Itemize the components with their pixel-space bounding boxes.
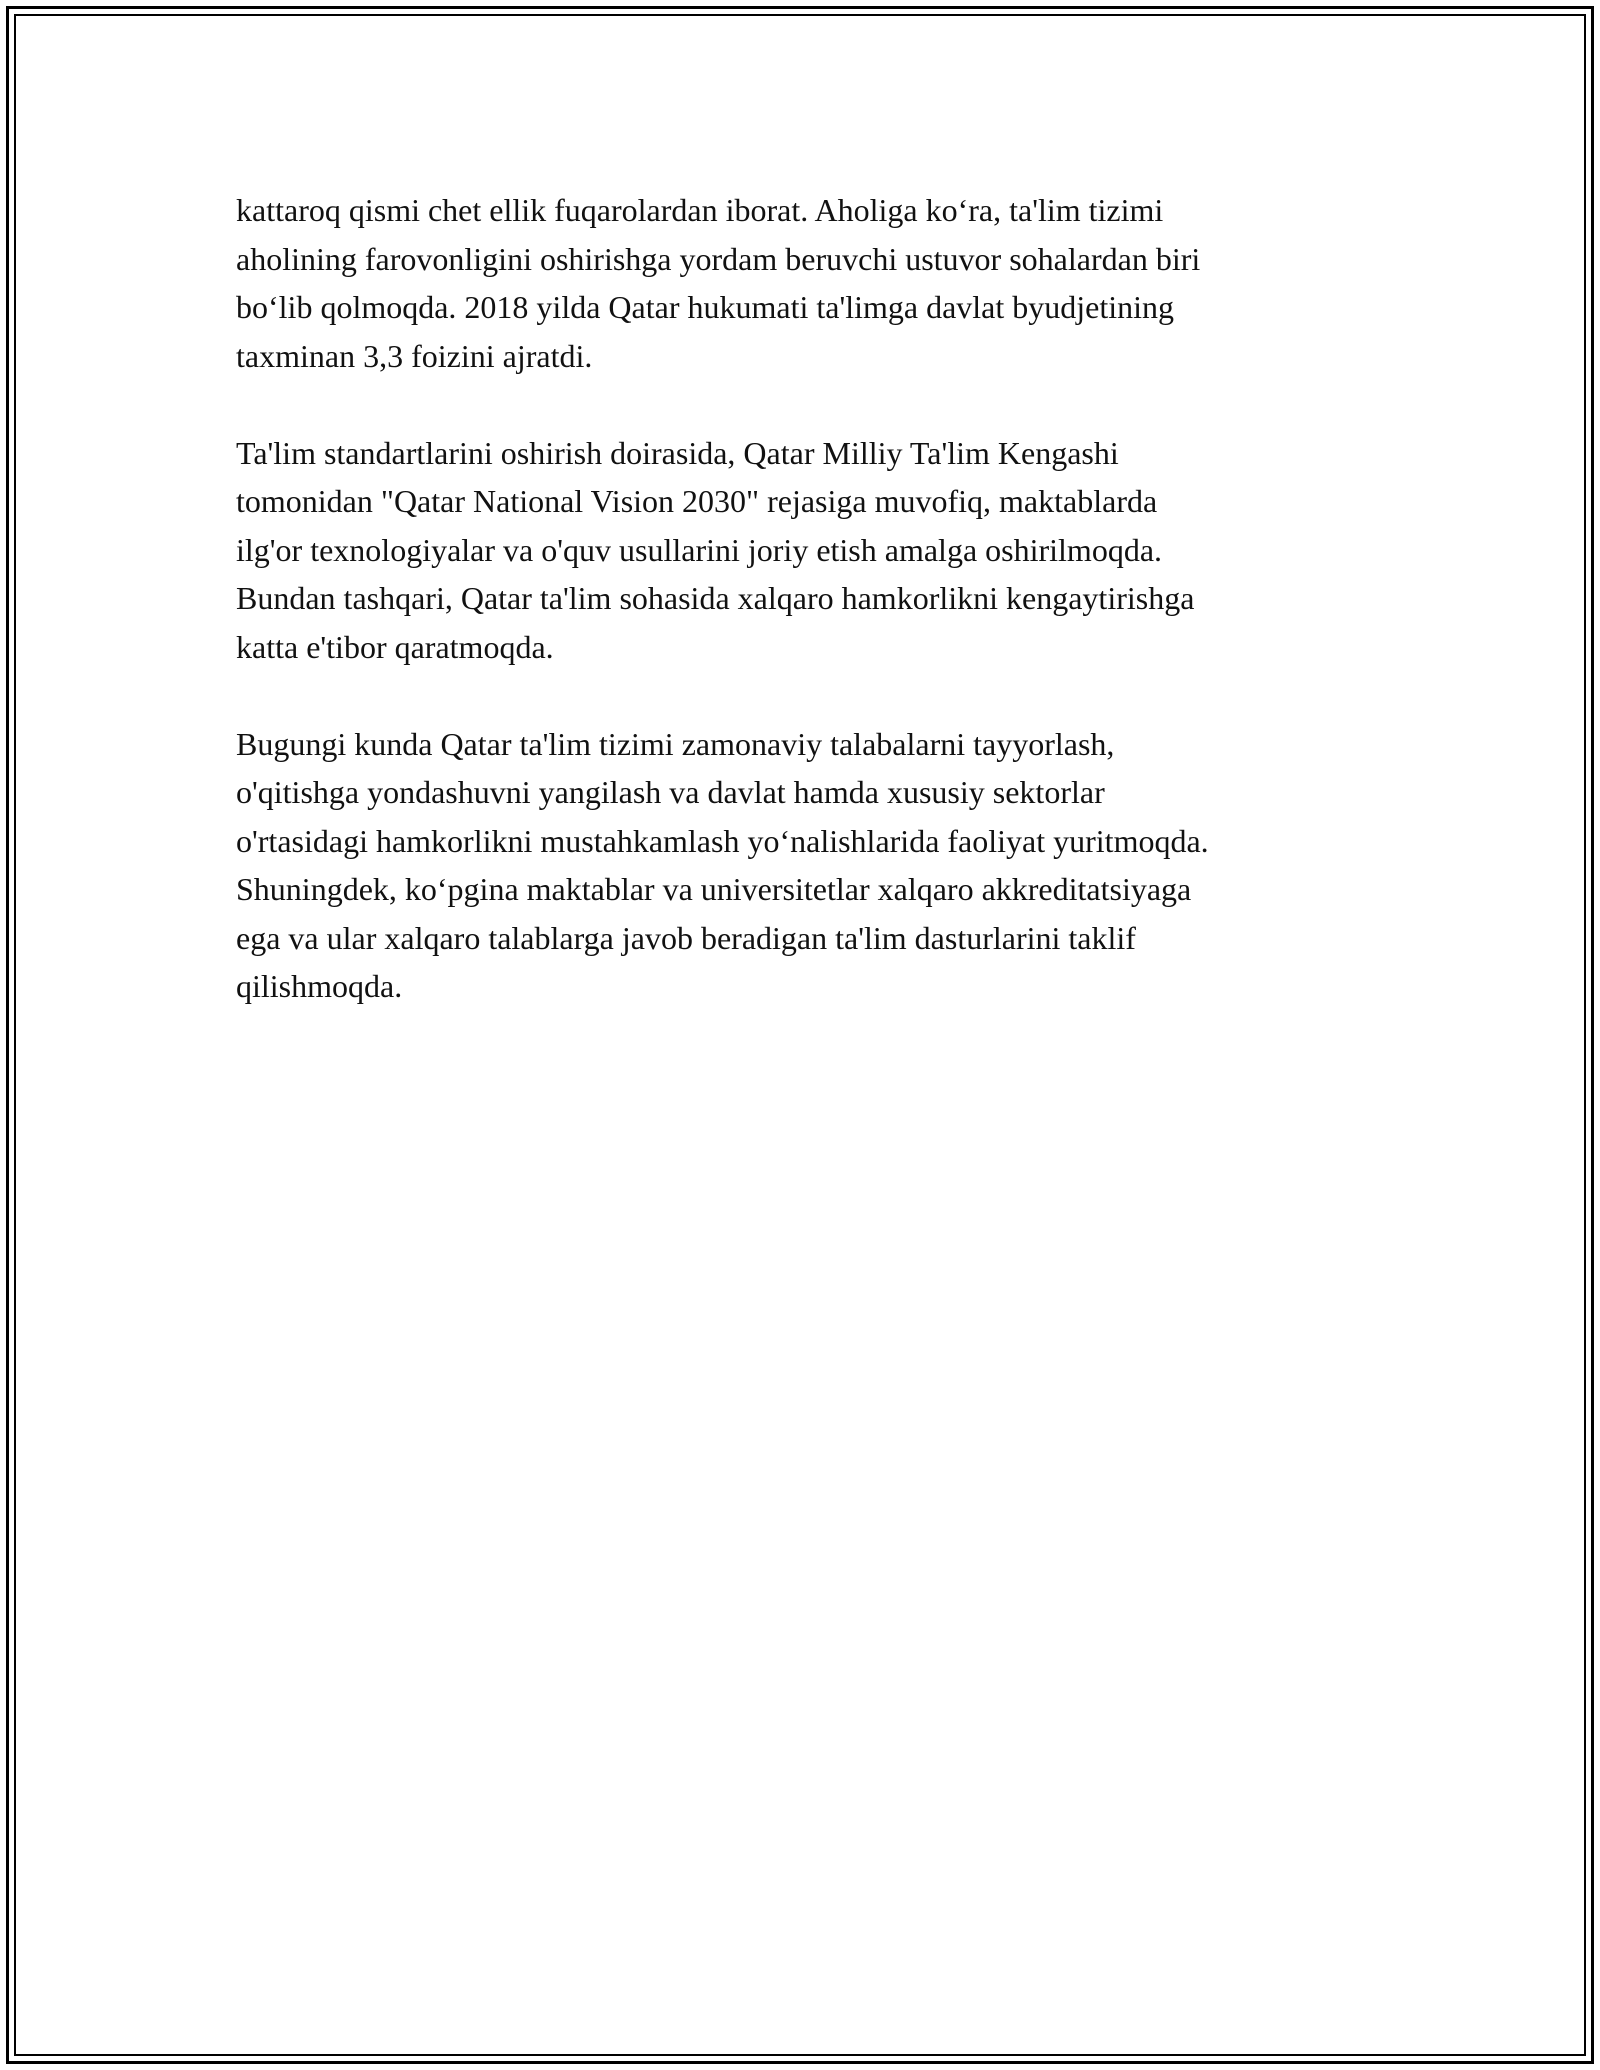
paragraph-3 [236, 720, 1376, 1011]
text-line: Ta'lim standartlarini oshirish doirasida, Qatar Milliy Ta'lim Kengashi [236, 434, 1119, 471]
text-line: Bugungi kunda Qatar ta'lim tizimi zamonaviy talabalarni tayyorlash, [236, 725, 1115, 762]
text-line: tomonidan "Qatar National Vision 2030" rejasiga muvofiq, maktablarda [236, 483, 1158, 519]
paragraph-2 [236, 429, 1376, 672]
text-line: Bundan tashqari, Qatar ta'lim sohasida xalqaro hamkorlikni kengaytirishga [236, 580, 1195, 616]
text-line: kattaroq qismi chet ellik fuqarolardan iborat. Aholiga ko‘ra, ta'lim tizimi [236, 192, 1164, 228]
document-body [236, 186, 1376, 1059]
paragraph-1 [236, 186, 1376, 380]
text-line: katta e'tibor qaratmoqda. [236, 628, 554, 665]
text-line: ega va ular xalqaro talablarga javob beradigan ta'lim dasturlarini taklif [236, 919, 1136, 956]
text-line: Shuningdek, ko‘pgina maktablar va universitetlar xalqaro akkreditatsiyaga [236, 871, 1192, 907]
text-line: bo‘lib qolmoqda. 2018 yilda Qatar hukumati ta'limga davlat byudjetining [236, 289, 1175, 325]
text-line: ilg'or texnologiyalar va o'quv usullarini joriy etish amalga oshirilmoqda. [236, 531, 1163, 568]
text-line: taxminan 3,3 foizini ajratdi. [236, 337, 593, 374]
text-line: o'rtasidagi hamkorlikni mustahkamlash yo‘nalishlarida faoliyat yuritmoqda. [236, 822, 1209, 859]
text-line: aholining farovonligini oshirishga yordam beruvchi ustuvor sohalardan biri [236, 240, 1201, 277]
text-line: o'qitishga yondashuvni yangilash va davlat hamda xususiy sektorlar [236, 774, 1105, 810]
text-line: qilishmoqda. [236, 968, 403, 1004]
